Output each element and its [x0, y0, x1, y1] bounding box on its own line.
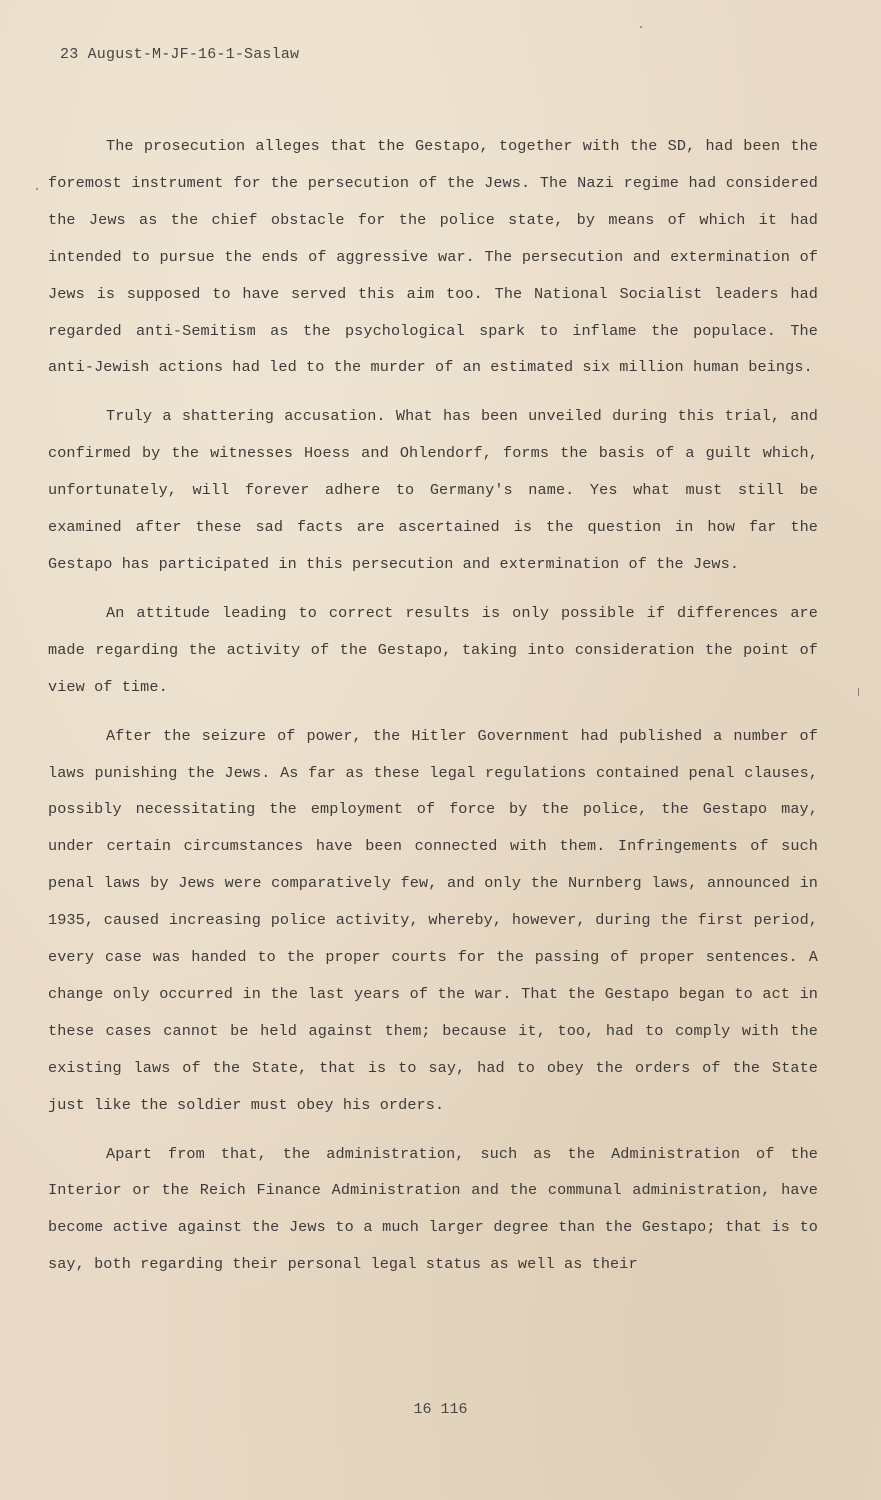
page-number: 16 116 — [413, 1401, 468, 1418]
document-body — [48, 128, 818, 1295]
paper-speck — [36, 188, 38, 190]
paragraph-3: An attitude leading to correct results is only possible if differences are made regarding the activity of the Gestapo, taking into consideration the point of view of time. — [48, 603, 818, 696]
paper-speck — [640, 26, 642, 28]
document-header: 23 August-M-JF-16-1-Saslaw — [60, 46, 300, 63]
paragraph-1: The prosecution alleges that the Gestapo, together with the SD, had been the foremost instrument for the persecution of the Jews. The Nazi regime had considered the Jews as the chief obstacle for the police state, by means of which it had intended to pursue the ends of aggressive war. The persecution and extermination of Jews is supposed to have served this aim too. The National Socialist leaders had regarded anti-Semitism as the psychological spark to inflame the populace. The anti-Jewish actions had led to the murder of an estimated six million human beings. — [48, 137, 818, 377]
paper-speck — [858, 688, 859, 696]
paragraph-5: Apart from that, the administration, such as the Administration of the Interior or the Reich Finance Administration and the communal administration, have become active against the Jews to a much larger degree than the Gestapo; that is to say, both regarding their personal legal status as well as their — [48, 1144, 818, 1274]
paragraph-4: After the seizure of power, the Hitler Government had published a number of laws punishing the Jews. As far as these legal regulations contained penal clauses, possibly necessitating the employment of force by the police, the Gestapo may, under certain circumstances have been connected with them. Infringements of such penal laws by Jews were comparatively few, and only the Nurnberg laws, announced in 1935, caused increasing police activity, whereby, however, during the first period, every case was handed to the proper courts for the passing of proper sentences. A change only occurred in the last years of the war. That the Gestapo began to act in these cases cannot be held against them; because it, too, had to comply with the existing laws of the State, that is to say, had to obey the orders of the State just like the soldier must obey his orders. — [48, 726, 818, 1114]
paragraph-2: Truly a shattering accusation. What has been unveiled during this trial, and confirmed by the witnesses Hoess and Ohlendorf, forms the basis of a guilt which, unfortunately, will forever adhere to Germany's name. Yes what must still be examined after these sad facts are ascertained is the question in how far the Gestapo has participated in this persecution and extermination of the Jews. — [48, 407, 818, 573]
